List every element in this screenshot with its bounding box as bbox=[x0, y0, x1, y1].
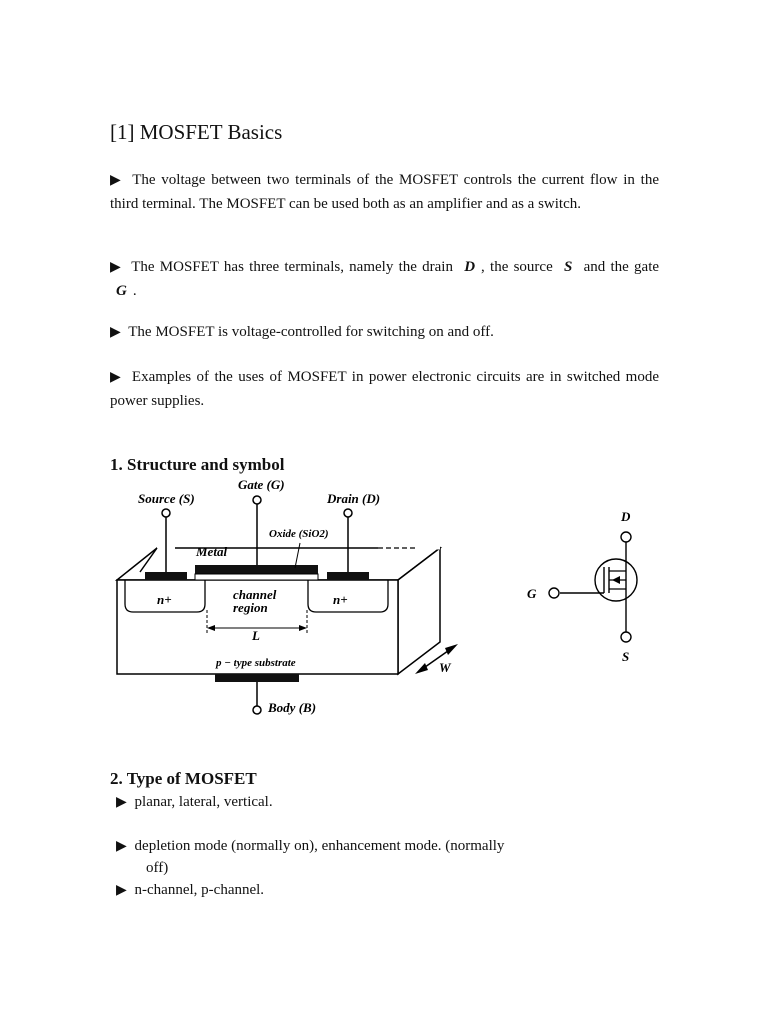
symbol-drain-terminal bbox=[621, 532, 631, 542]
type-item-1 bbox=[116, 791, 273, 814]
drain-symbol: D bbox=[464, 259, 476, 275]
metal-label: Metal bbox=[196, 544, 228, 559]
type-item-2 bbox=[116, 835, 504, 858]
page-title: [1] MOSFET Basics bbox=[110, 120, 283, 144]
source-label: Source (S) bbox=[138, 491, 195, 506]
n-plus-right-label: n+ bbox=[333, 592, 348, 607]
symbol-s-label: S bbox=[622, 649, 630, 664]
intro-text-4: Examples of the uses of MOSFET in power electronic circuits are in switched mode power supplies. bbox=[110, 369, 659, 409]
bullet-arrow-icon: ▶ bbox=[116, 839, 127, 854]
intro-text-2c: and the gate bbox=[583, 259, 660, 275]
type-item-1-text: planar, lateral, vertical. bbox=[134, 794, 273, 810]
section-2-heading: 2. Type of MOSFET bbox=[110, 769, 257, 788]
length-label: L bbox=[252, 628, 260, 643]
symbol-gate-terminal bbox=[549, 588, 559, 598]
intro-text-1: The voltage between two terminals of the MOSFET controls the current flow in the third terminal. The MOSFET can be used both as an amplifier and as a switch. bbox=[110, 172, 659, 212]
n-plus-left-label: n+ bbox=[157, 592, 172, 607]
substrate-label: p − type substrate bbox=[216, 657, 296, 669]
symbol-g-label: G bbox=[527, 586, 537, 601]
bullet-arrow-icon: ▶ bbox=[110, 370, 123, 385]
source-symbol: S bbox=[564, 259, 573, 275]
intro-text-2d: . bbox=[132, 282, 137, 299]
section-1-heading: 1. Structure and symbol bbox=[110, 455, 285, 474]
type-item-3 bbox=[116, 879, 264, 902]
type-item-3-text: n-channel, p-channel. bbox=[134, 882, 265, 898]
symbol-d-label: D bbox=[621, 509, 631, 524]
bullet-arrow-icon: ▶ bbox=[110, 325, 121, 340]
region-label: region bbox=[233, 600, 268, 615]
intro-text-3: The MOSFET is voltage-controlled for switching on and off. bbox=[128, 324, 494, 340]
bullet-arrow-icon: ▶ bbox=[116, 883, 127, 898]
gate-label: Gate (G) bbox=[238, 477, 285, 492]
intro-text-2a: The MOSFET has three terminals, namely the drain bbox=[131, 259, 453, 275]
symbol-source-terminal bbox=[621, 632, 631, 642]
type-item-2-text: depletion mode (normally on), enhancement mode. (normally bbox=[134, 838, 505, 854]
intro-text-2b: , the source bbox=[481, 259, 553, 275]
bullet-arrow-icon: ▶ bbox=[110, 260, 123, 275]
bullet-arrow-icon: ▶ bbox=[116, 795, 127, 810]
type-item-2-continuation: off) bbox=[146, 860, 169, 876]
width-label: W bbox=[439, 660, 451, 675]
drain-label: Drain (D) bbox=[327, 491, 381, 506]
gate-symbol: G bbox=[116, 282, 127, 299]
channel-label: channel bbox=[233, 587, 277, 602]
oxide-label: Oxide (SiO2) bbox=[269, 528, 329, 540]
body-label: Body (B) bbox=[268, 700, 317, 715]
bullet-arrow-icon: ▶ bbox=[110, 173, 123, 188]
